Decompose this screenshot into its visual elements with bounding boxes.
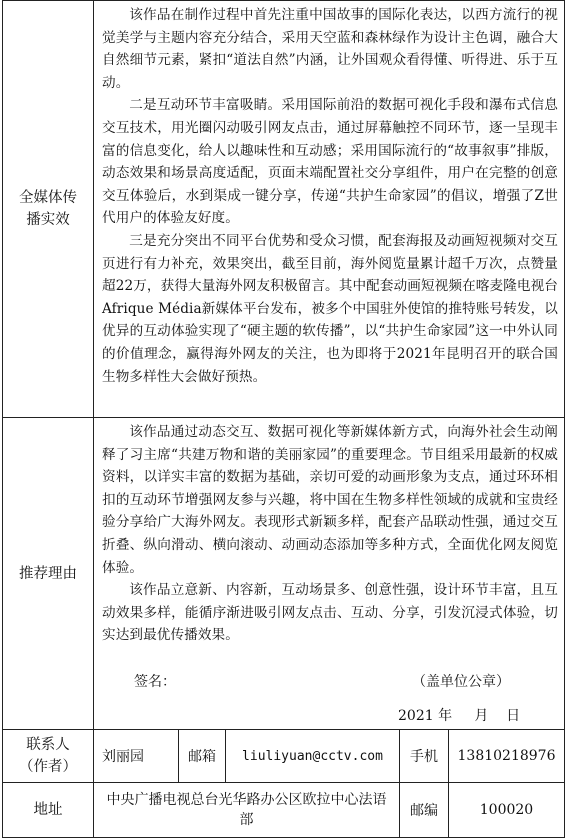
postcode-label: 邮编 <box>399 782 449 838</box>
postcode-value: 100020 <box>448 782 565 838</box>
seal-label: （盖单位公章） <box>412 674 510 690</box>
signature-label: 签名： <box>134 674 176 690</box>
phone-label: 手机 <box>399 729 449 783</box>
phone-value: 13810218976 <box>448 729 565 783</box>
media-effect-paragraph-3: 三是充分突出不同平台优势和受众习惯，配套海报及动画短视频对交互页进行有力补充，效果突出，截至目前，海外阅览量累计超千万次，点赞量超22万，获得大量海外网友积极留言。其中配套动画短视频在喀麦隆电视台Afrique Média新媒体平台发布，被多个中国驻外使馆的推特账号转发，以优异的互动体验实现了“硬主题的软传播”，以“共护生命家园”这一中外认同的价值理念，赢得海外网友的关注，也为即将于2021年昆明召开的联合国生物多样性大会做好预热。 <box>102 232 558 385</box>
recommend-reason-label: 推荐理由 <box>2 417 94 730</box>
media-effect-content <box>93 0 565 418</box>
contact-label: 联系人（作者） <box>2 729 94 783</box>
media-effect-paragraph-1: 该作品在制作过程中首先注重中国故事的国际化表达，以西方流行的视觉美学与主题内容充分结合，采用天空蓝和森林绿作为设计主色调，融合大自然细节元素，紧扣“道法自然”内涵，让外国观众看得懂、听得进、乐于互动。 <box>102 7 558 91</box>
recommend-reason-content <box>93 417 565 730</box>
email-label: 邮箱 <box>178 729 226 783</box>
media-effect-label: 全媒体传播实效 <box>2 0 94 418</box>
recommend-reason-paragraph-2: 该作品立意新、内容新，互动场景多、创意性强，设计环节丰富，且互动效果多样，能循序渐进吸引网友点击、互动、分享，引发沉浸式体验，切实达到最优传播效果。 <box>102 582 558 644</box>
contact-name: 刘丽园 <box>93 729 179 783</box>
media-effect-paragraph-2: 二是互动环节丰富吸睛。采用国际前沿的数据可视化手段和瀑布式信息交互技术，用光圈闪动吸引网友点击，通过屏幕触控不同环节，逐一呈现丰富的信息变化，给人以趣味性和互动感；采用国际流行的“故事叙事”排版，动态效果和场景高度适配，页面末端配置社交分享组件，用户在完整的创意交互体验后，水到渠成一键分享，传递“共护生命家园”的倡议，增强了Z世代用户的体验友好度。 <box>102 97 558 227</box>
address-value: 中央广播电视总台光华路办公区欧拉中心法语部 <box>93 782 400 838</box>
address-label: 地址 <box>2 782 94 838</box>
form-table <box>2 0 565 838</box>
date-line: 2021 年 月 日 <box>398 708 521 724</box>
email-value: liuliyuan@cctv.com <box>225 729 400 783</box>
recommend-reason-paragraph-1: 该作品通过动态交互、数据可视化等新媒体新方式，向海外社会生动阐释了习主席“共建万物和谐的美丽家园”的重要理念。节目组采用最新的权威资料，以详实丰富的数据为基础，亲切可爱的动画形象为支点，通过环环相扣的互动环节增强网友参与兴趣，将中国在生物多样性领域的成就和宝贵经验分享给广大海外网友。表现形式新颖多样，配套产品联动性强，通过交互折叠、纵向滑动、横向滚动、动画动态添加等多种方式，全面优化网友阅览体验。 <box>102 424 558 576</box>
